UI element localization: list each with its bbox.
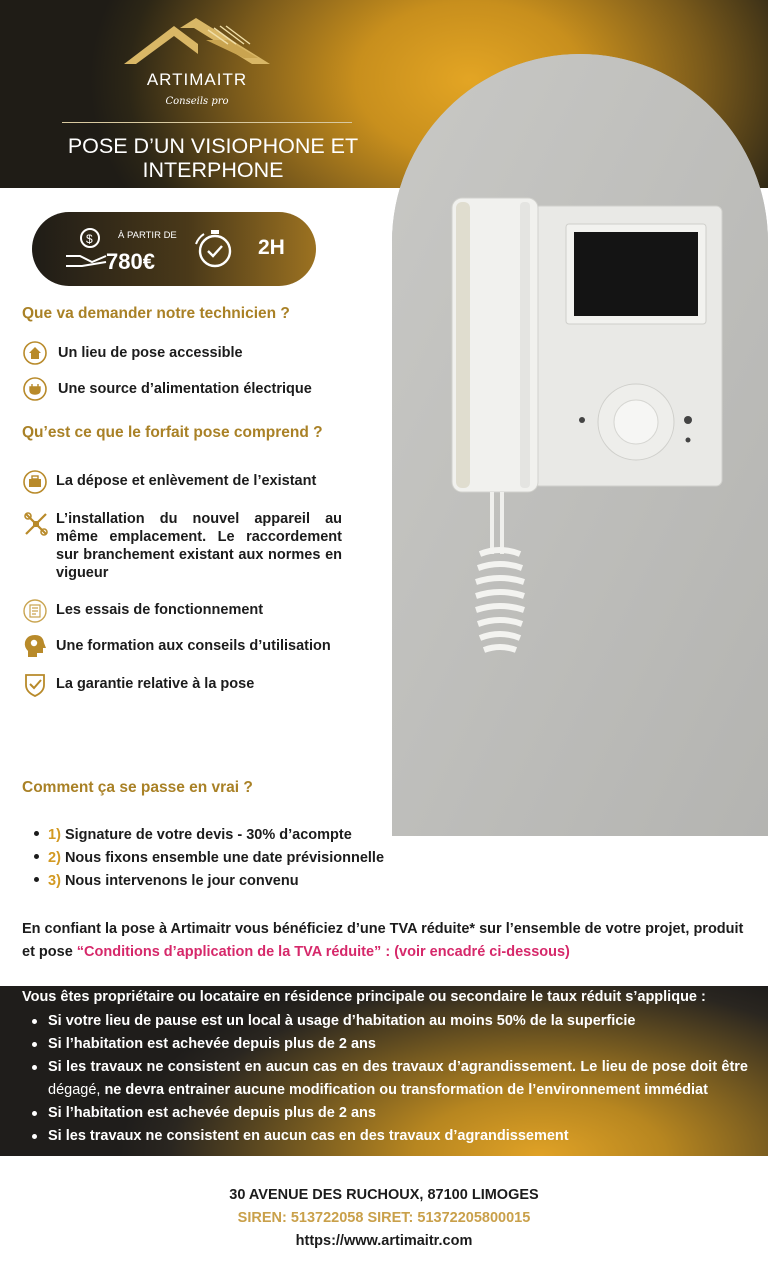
condition-text: Si les travaux ne consistent en aucun cas en des travaux d’agrandissement. Le lieu de pose doit être [48, 1059, 748, 1075]
stopwatch-icon [192, 226, 238, 272]
header-divider [62, 122, 352, 123]
money-hand-icon [62, 226, 112, 274]
conditions-intro: Vous êtes propriétaire ou locataire en résidence principale ou secondaire le taux réduit s’applique : [22, 989, 706, 1005]
svg-text:$: $ [86, 232, 93, 246]
condition-text-light: dégagé, [48, 1082, 101, 1098]
footer-ids: SIREN: 513722058 SIRET: 51372205800015 [237, 1210, 531, 1226]
power-plug-icon [23, 377, 47, 401]
condition-item: Si votre lieu de pause est un local à usage d’habitation au moins 50% de la superficie [24, 1010, 748, 1033]
included-item: Les essais de fonctionnement [56, 602, 264, 618]
step-label: Nous fixons ensemble une date prévisionnelle [64, 850, 385, 866]
step-label: Nous intervenons le jour convenu [64, 873, 299, 889]
head-gear-icon [22, 633, 48, 659]
tva-conditions-link: “Conditions d’application de la TVA réduite” : (voir encadré ci-dessous) [76, 944, 570, 960]
brand-name: ARTIMAITR [146, 70, 248, 89]
brand-tagline: Conseils pro [165, 96, 229, 107]
footer-address: 30 AVENUE DES RUCHOUX, 87100 LIMOGES [229, 1187, 539, 1203]
requirements-heading: Que va demander notre technicien ? [22, 305, 290, 322]
condition-text-end: ne devra entrainer aucune modification ou transformation de l’environnement immédiat [100, 1082, 708, 1098]
included-item: La dépose et enlèvement de l’existant [56, 473, 317, 489]
price-value: 780€ [106, 249, 155, 274]
duration-value: 2H [258, 236, 285, 259]
condition-item: Si les travaux ne consistent en aucun cas en des travaux d’agrandissement [24, 1125, 748, 1148]
condition-item: Si l’habitation est achevée depuis plus de 2 ans [24, 1033, 748, 1056]
conditions-box [0, 986, 768, 1156]
included-item: Une formation aux conseils d’utilisation [56, 638, 331, 654]
conditions-list [24, 1010, 748, 1148]
bullet-dot [34, 854, 39, 859]
bullet-dot [34, 877, 39, 882]
included-item: La garantie relative à la pose [56, 676, 255, 692]
process-step [34, 827, 352, 843]
process-heading: Comment ça se passe en vrai ? [22, 779, 253, 796]
process-step [34, 873, 299, 889]
included-item: L’installation du nouvel appareil au même emplacement. Le raccordement sur branchement existant aux normes en vigueur [56, 511, 342, 581]
condition-item [24, 1056, 748, 1102]
tva-text: En confiant la pose à Artimaitr vous bénéficiez d’une TVA réduite* sur l’ensemble de votre projet, produit et pose [22, 921, 744, 960]
requirement-item: Un lieu de pose accessible [58, 345, 243, 361]
check-shield-icon [22, 671, 48, 697]
checklist-icon [23, 599, 47, 623]
roof-logo-icon [124, 18, 270, 64]
condition-item: Si l’habitation est achevée depuis plus de 2 ans [24, 1102, 748, 1125]
tva-paragraph [22, 918, 748, 964]
tools-icon [22, 510, 50, 538]
house-icon [23, 341, 47, 365]
footer-website-link[interactable]: https://www.artimaitr.com [295, 1233, 473, 1249]
requirement-item: Une source d’alimentation électrique [58, 381, 312, 397]
step-number: 3) [48, 873, 61, 889]
price-prefix: À PARTIR DE [118, 230, 177, 241]
step-number: 2) [48, 850, 61, 866]
intercom-illustration [392, 54, 768, 836]
step-label: Signature de votre devis - 30% d’acompte [64, 827, 352, 843]
step-number: 1) [48, 827, 61, 843]
bullet-dot [34, 831, 39, 836]
toolbox-icon [23, 470, 47, 494]
page-title: POSE D’UN VISIOPHONE ET INTERPHONE [67, 134, 359, 182]
process-step [34, 850, 384, 866]
price-badge [32, 212, 316, 286]
intercom-photo [392, 54, 768, 836]
included-heading: Qu’est ce que le forfait pose comprend ? [22, 424, 323, 441]
